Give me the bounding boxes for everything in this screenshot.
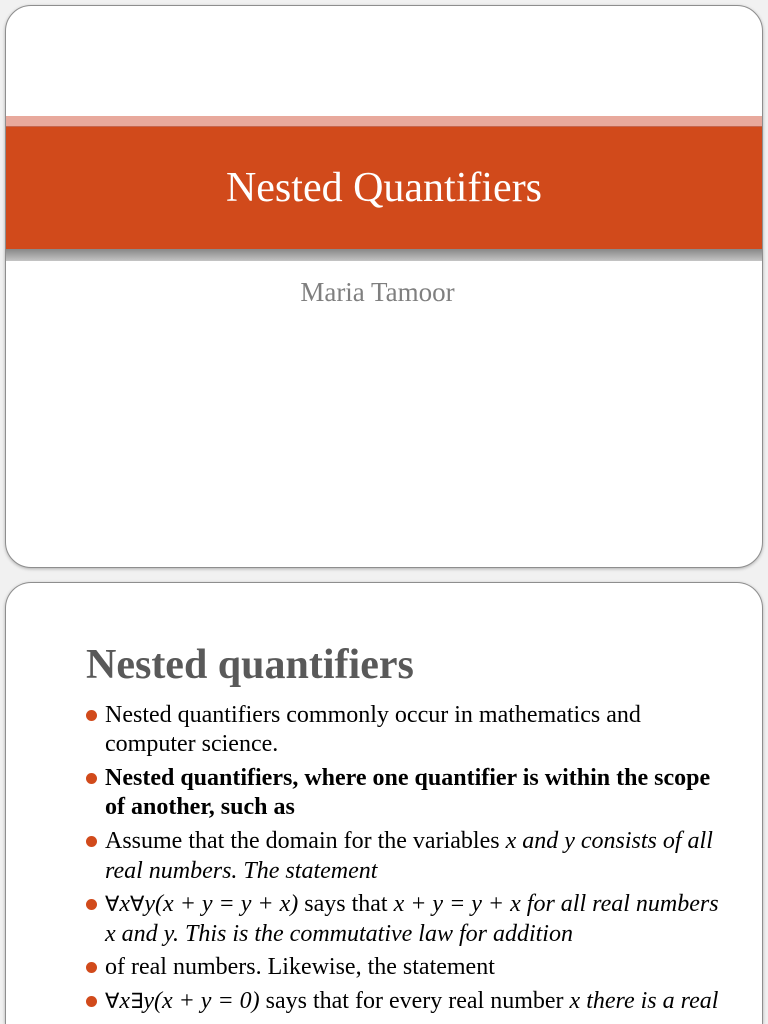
bullet-dot-icon [86, 962, 97, 973]
slide-subtitle-author: Maria Tamoor [300, 277, 455, 307]
bullet-text-bold: Nested quantifiers, where one quantifier is within the scope [105, 765, 711, 792]
bullet-text-italic: x and y. This is the commutative law for addition [105, 920, 573, 947]
bullet-line [105, 764, 719, 793]
bullet-text: says that for every real number [259, 988, 570, 1014]
bullet-dot-icon [86, 836, 97, 847]
bullet-item [86, 764, 719, 823]
slide-title: Nested Quantifiers [225, 165, 543, 211]
forall-symbol: ∀ [105, 892, 120, 917]
bullet-line [105, 730, 719, 759]
bullet-dot-icon [86, 899, 97, 910]
bullet-text-bold: of another, such as [105, 794, 295, 821]
bullet-item [86, 827, 719, 886]
bullet-list [86, 701, 719, 1021]
bullet-line [105, 920, 719, 949]
title-band [6, 116, 762, 261]
slide-heading: Nested quantifiers [86, 642, 414, 688]
bullet-text: Assume that the domain for the variables [105, 828, 506, 855]
bullet-dot-icon [86, 996, 97, 1007]
band-title-area [6, 127, 762, 249]
bullet-item [86, 987, 719, 1016]
bullet-line [105, 701, 719, 730]
math-variable: x [119, 891, 131, 918]
bullet-line [105, 987, 719, 1016]
bullet-item [86, 890, 719, 949]
bullet-text: Nested quantifiers commonly occur in mathematics and [105, 702, 641, 728]
bullet-line [105, 857, 719, 886]
bullet-line [105, 827, 719, 856]
bullet-text-italic: x + y = y + x for all real numbers [393, 891, 719, 918]
band-shadow-stripe [6, 249, 762, 261]
band-highlight-stripe [6, 116, 762, 126]
bullet-line [105, 793, 719, 822]
bullet-text: says that [298, 891, 394, 918]
slide-2 [5, 582, 763, 1024]
slide-1 [5, 5, 763, 568]
bullet-dot-icon [86, 773, 97, 784]
math-expression: y(x + y = y + x) [144, 891, 299, 918]
math-expression: y(x + y = 0) [143, 988, 260, 1014]
bullet-line [105, 890, 719, 919]
bullet-item [86, 953, 719, 982]
bullet-text-italic: x there is a real [569, 988, 719, 1014]
bullet-text-italic: real numbers. The statement [105, 857, 378, 884]
bullet-text: of real numbers. Likewise, the statement [105, 954, 495, 981]
bullet-line [105, 953, 719, 982]
bullet-item [86, 701, 719, 760]
math-variable: x [119, 988, 131, 1014]
bullet-dot-icon [86, 710, 97, 721]
forall-symbol: ∀ [130, 892, 145, 917]
exists-symbol: ∃ [130, 989, 144, 1013]
bullet-text-italic: x and y consists of all [505, 828, 713, 855]
forall-symbol: ∀ [105, 989, 120, 1013]
bullet-text: computer science. [105, 731, 279, 758]
